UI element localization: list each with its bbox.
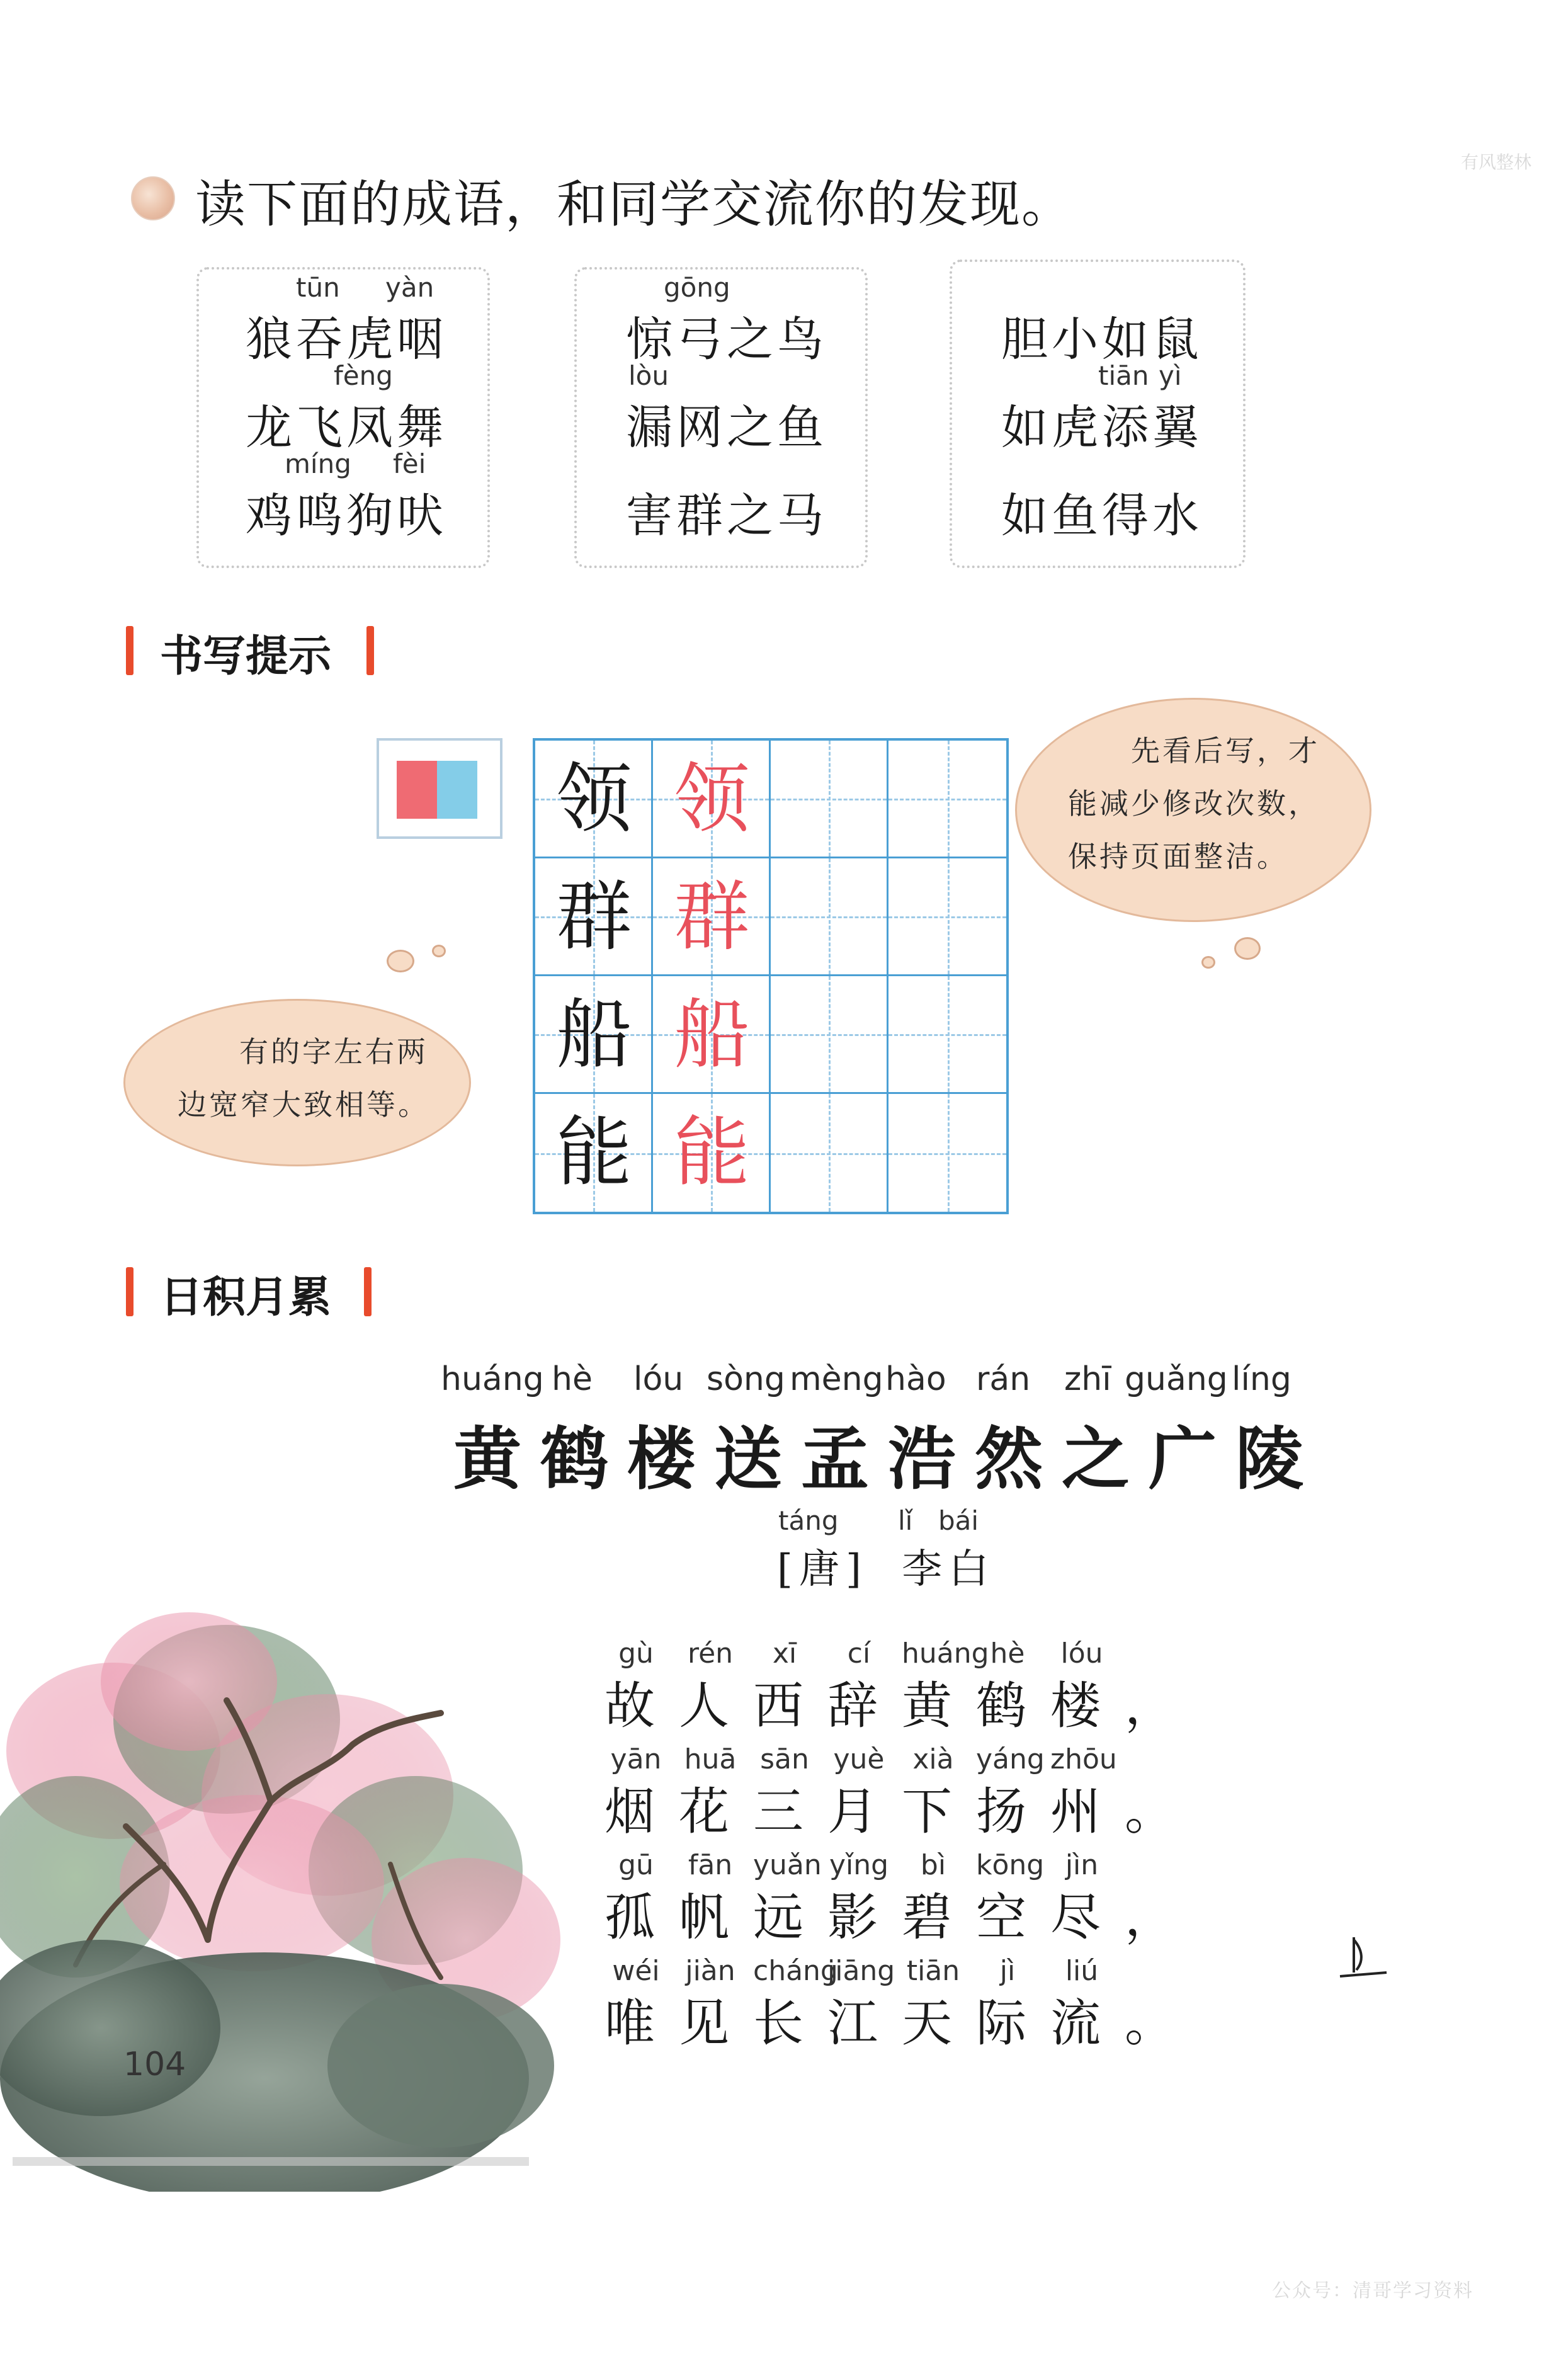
poem-character: 际 — [976, 1994, 1026, 2053]
poem-title-pinyin: sòng — [707, 1360, 785, 1398]
bubble-dot — [1234, 937, 1261, 960]
poem-character: 鹤 — [976, 1677, 1026, 1735]
poem-character: 故 — [605, 1677, 655, 1735]
idiom-text: 如鱼得水 — [1001, 489, 1203, 543]
poem-character: 西 — [753, 1677, 803, 1735]
poem-character: 三 — [753, 1782, 803, 1841]
poem-char-pinyin: lóu — [1060, 1637, 1103, 1670]
poem-character: 烟 — [605, 1782, 655, 1841]
traced-character: 领 — [674, 756, 750, 843]
idiom-text: 惊弓之鸟 — [626, 312, 827, 367]
grid-cell — [771, 741, 888, 858]
poem-punctuation: 。 — [1125, 1994, 1175, 2053]
poem-punctuation: ， — [1125, 1677, 1175, 1735]
poem-author — [777, 1537, 995, 1595]
poem-character: 长 — [753, 1994, 803, 2053]
grid-cell — [888, 1094, 1006, 1212]
poem-character: 碧 — [902, 1888, 952, 1947]
bubble-dot — [432, 945, 446, 957]
poem-char-pinyin: liú — [1065, 1955, 1099, 1987]
tip-bubble-left-line: 有的字左右两 — [239, 1035, 428, 1069]
poem-character: 孤 — [605, 1888, 655, 1947]
model-character: 领 — [556, 756, 632, 843]
grid-cell — [771, 1094, 888, 1212]
idiom-pinyin: fèi — [393, 448, 426, 479]
traced-character: 群 — [674, 874, 750, 961]
red-swatch — [397, 761, 437, 819]
poem-char-pinyin: xī — [772, 1637, 797, 1670]
poem-character: 花 — [679, 1782, 729, 1841]
grid-cell — [888, 976, 1006, 1094]
poem-char-pinyin: huáng — [902, 1637, 989, 1670]
poem-title: 黄鹤楼送孟浩然之广陵 — [453, 1420, 1323, 1499]
poem-char-pinyin: yuǎn — [753, 1849, 822, 1881]
poem-char-pinyin: xià — [912, 1743, 954, 1775]
bubble-dot — [1201, 956, 1215, 969]
idiom-text: 如虎添翼 — [1001, 401, 1203, 455]
poem-title-pinyin: hào — [885, 1360, 946, 1398]
poem-char-pinyin: jì — [999, 1955, 1016, 1987]
poem-character: 帆 — [679, 1888, 729, 1947]
idiom-text: 胆小如鼠 — [1001, 312, 1203, 367]
poem-char-pinyin: gū — [618, 1849, 654, 1881]
poem-char-pinyin: yān — [610, 1743, 662, 1775]
poem-character: 远 — [753, 1888, 803, 1947]
poem-character: 见 — [679, 1994, 729, 2053]
poem-char-pinyin: cí — [847, 1637, 871, 1670]
idiom-pinyin: lòu — [628, 360, 669, 391]
poem-char-pinyin: huā — [684, 1743, 737, 1775]
grid-cell — [771, 858, 888, 976]
poem-character: 辞 — [827, 1677, 878, 1735]
poem-char-pinyin: gù — [618, 1637, 654, 1670]
author-pinyin: lǐ — [898, 1505, 913, 1536]
idiom-text: 漏网之鱼 — [626, 401, 827, 455]
poem-char-pinyin: fān — [688, 1849, 733, 1881]
tip-bubble-right-line: 保持页面整洁。 — [1068, 840, 1288, 874]
poem-char-pinyin: yǐng — [829, 1849, 889, 1881]
idiom-pinyin: fèng — [334, 360, 393, 391]
author-pinyin: bái — [938, 1505, 979, 1536]
watermark-text: 公众号：清哥学习资料 — [1272, 2280, 1473, 2302]
idiom-pinyin: tūn — [296, 272, 340, 303]
author-pinyin: táng — [778, 1505, 839, 1536]
tip-bubble-right-line: 能减少修改次数， — [1068, 787, 1320, 821]
poem-title-pinyin: hè — [552, 1360, 593, 1398]
poem-character: 江 — [827, 1994, 878, 2053]
writing-grid — [533, 738, 1009, 1214]
idiom-pinyin: míng — [285, 448, 351, 479]
poem-char-pinyin: yuè — [833, 1743, 885, 1775]
traced-character: 能 — [674, 1109, 750, 1197]
idiom-text: 狼吞虎咽 — [246, 312, 447, 367]
page-number: 104 — [123, 2046, 186, 2083]
poem-char-pinyin: rén — [687, 1637, 734, 1670]
idiom-text: 鸡鸣狗吠 — [246, 489, 447, 543]
poem-punctuation: 。 — [1125, 1782, 1175, 1841]
poem-char-pinyin: jìn — [1065, 1849, 1099, 1881]
section-title-writing: 书写提示 — [160, 632, 332, 681]
idiom-pinyin: yì — [1159, 360, 1182, 391]
poem-character: 影 — [827, 1888, 878, 1947]
poem-character: 人 — [679, 1677, 729, 1735]
model-character: 船 — [556, 991, 632, 1079]
grid-cell — [771, 976, 888, 1094]
poem-char-pinyin: jiàn — [685, 1955, 735, 1987]
sailboat-sketch — [1335, 1931, 1392, 1988]
grid-cell — [888, 741, 1006, 858]
color-swatch — [377, 738, 502, 839]
poem-char-pinyin: tiān — [906, 1955, 960, 1987]
poem-character: 下 — [902, 1782, 952, 1841]
poem-character: 尽 — [1050, 1888, 1101, 1947]
model-character: 群 — [556, 874, 632, 961]
idiom-text: 龙飞凤舞 — [246, 401, 447, 455]
poem-title-pinyin: lóu — [633, 1360, 684, 1398]
poem-punctuation: ， — [1125, 1888, 1175, 1947]
instruction-text: 读下面的成语，和同学交流你的发现。 — [195, 175, 1073, 234]
idiom-pinyin: yàn — [385, 272, 434, 303]
idiom-pinyin: tiān — [1098, 360, 1149, 391]
poem-title-pinyin: mèng — [790, 1360, 883, 1398]
poem-char-pinyin: cháng — [753, 1955, 838, 1987]
model-character: 能 — [556, 1109, 632, 1197]
poem-character: 唯 — [605, 1994, 655, 2053]
poem-char-pinyin: sān — [760, 1743, 809, 1775]
poem-title-pinyin: zhī — [1064, 1360, 1111, 1398]
idiom-text: 害群之马 — [626, 489, 827, 543]
grid-cell — [888, 858, 1006, 976]
blue-swatch — [437, 761, 477, 819]
tip-bubble-right-line: 先看后写，才 — [1131, 734, 1320, 768]
section-marker-right — [366, 626, 374, 675]
blossom-tree-illustration — [0, 1587, 567, 2192]
section-marker-left — [126, 626, 133, 675]
poem-char-pinyin: bì — [920, 1849, 946, 1881]
corner-watermark: 有风整林 — [1461, 152, 1532, 173]
poem-title-pinyin: rán — [976, 1360, 1031, 1398]
poem-character: 扬 — [976, 1782, 1026, 1841]
tip-bubble-left-line: 边宽窄大致相等。 — [178, 1088, 429, 1122]
poem-author-name: 李白 — [902, 1546, 996, 1593]
traced-character: 船 — [674, 991, 750, 1079]
poem-character: 黄 — [902, 1677, 952, 1735]
section-title-accumulation: 日积月累 — [160, 1273, 332, 1323]
poem-char-pinyin: kōng — [976, 1849, 1045, 1881]
poem-character: 流 — [1050, 1994, 1101, 2053]
poem-character: 楼 — [1050, 1677, 1101, 1735]
poem-char-pinyin: jiāng — [827, 1955, 895, 1987]
poem-char-pinyin: yáng — [976, 1743, 1045, 1775]
poem-character: 空 — [976, 1888, 1026, 1947]
poem-char-pinyin: wéi — [612, 1955, 660, 1987]
poem-title-pinyin: guǎng — [1125, 1360, 1228, 1398]
bubble-dot — [387, 950, 414, 972]
poem-title-pinyin: líng — [1232, 1360, 1291, 1398]
section-marker-right — [364, 1267, 372, 1316]
idiom-pinyin: gōng — [664, 272, 730, 303]
poem-char-pinyin: zhōu — [1050, 1743, 1117, 1775]
section-marker-left — [126, 1267, 133, 1316]
instruction-bullet-icon — [131, 176, 175, 220]
poem-char-pinyin: hè — [990, 1637, 1025, 1670]
poem-character: 州 — [1050, 1782, 1101, 1841]
poem-title-pinyin: huáng — [441, 1360, 544, 1398]
poem-character: 月 — [827, 1782, 878, 1841]
poem-character: 天 — [902, 1994, 952, 2053]
poem-dynasty: [唐] — [777, 1546, 868, 1593]
